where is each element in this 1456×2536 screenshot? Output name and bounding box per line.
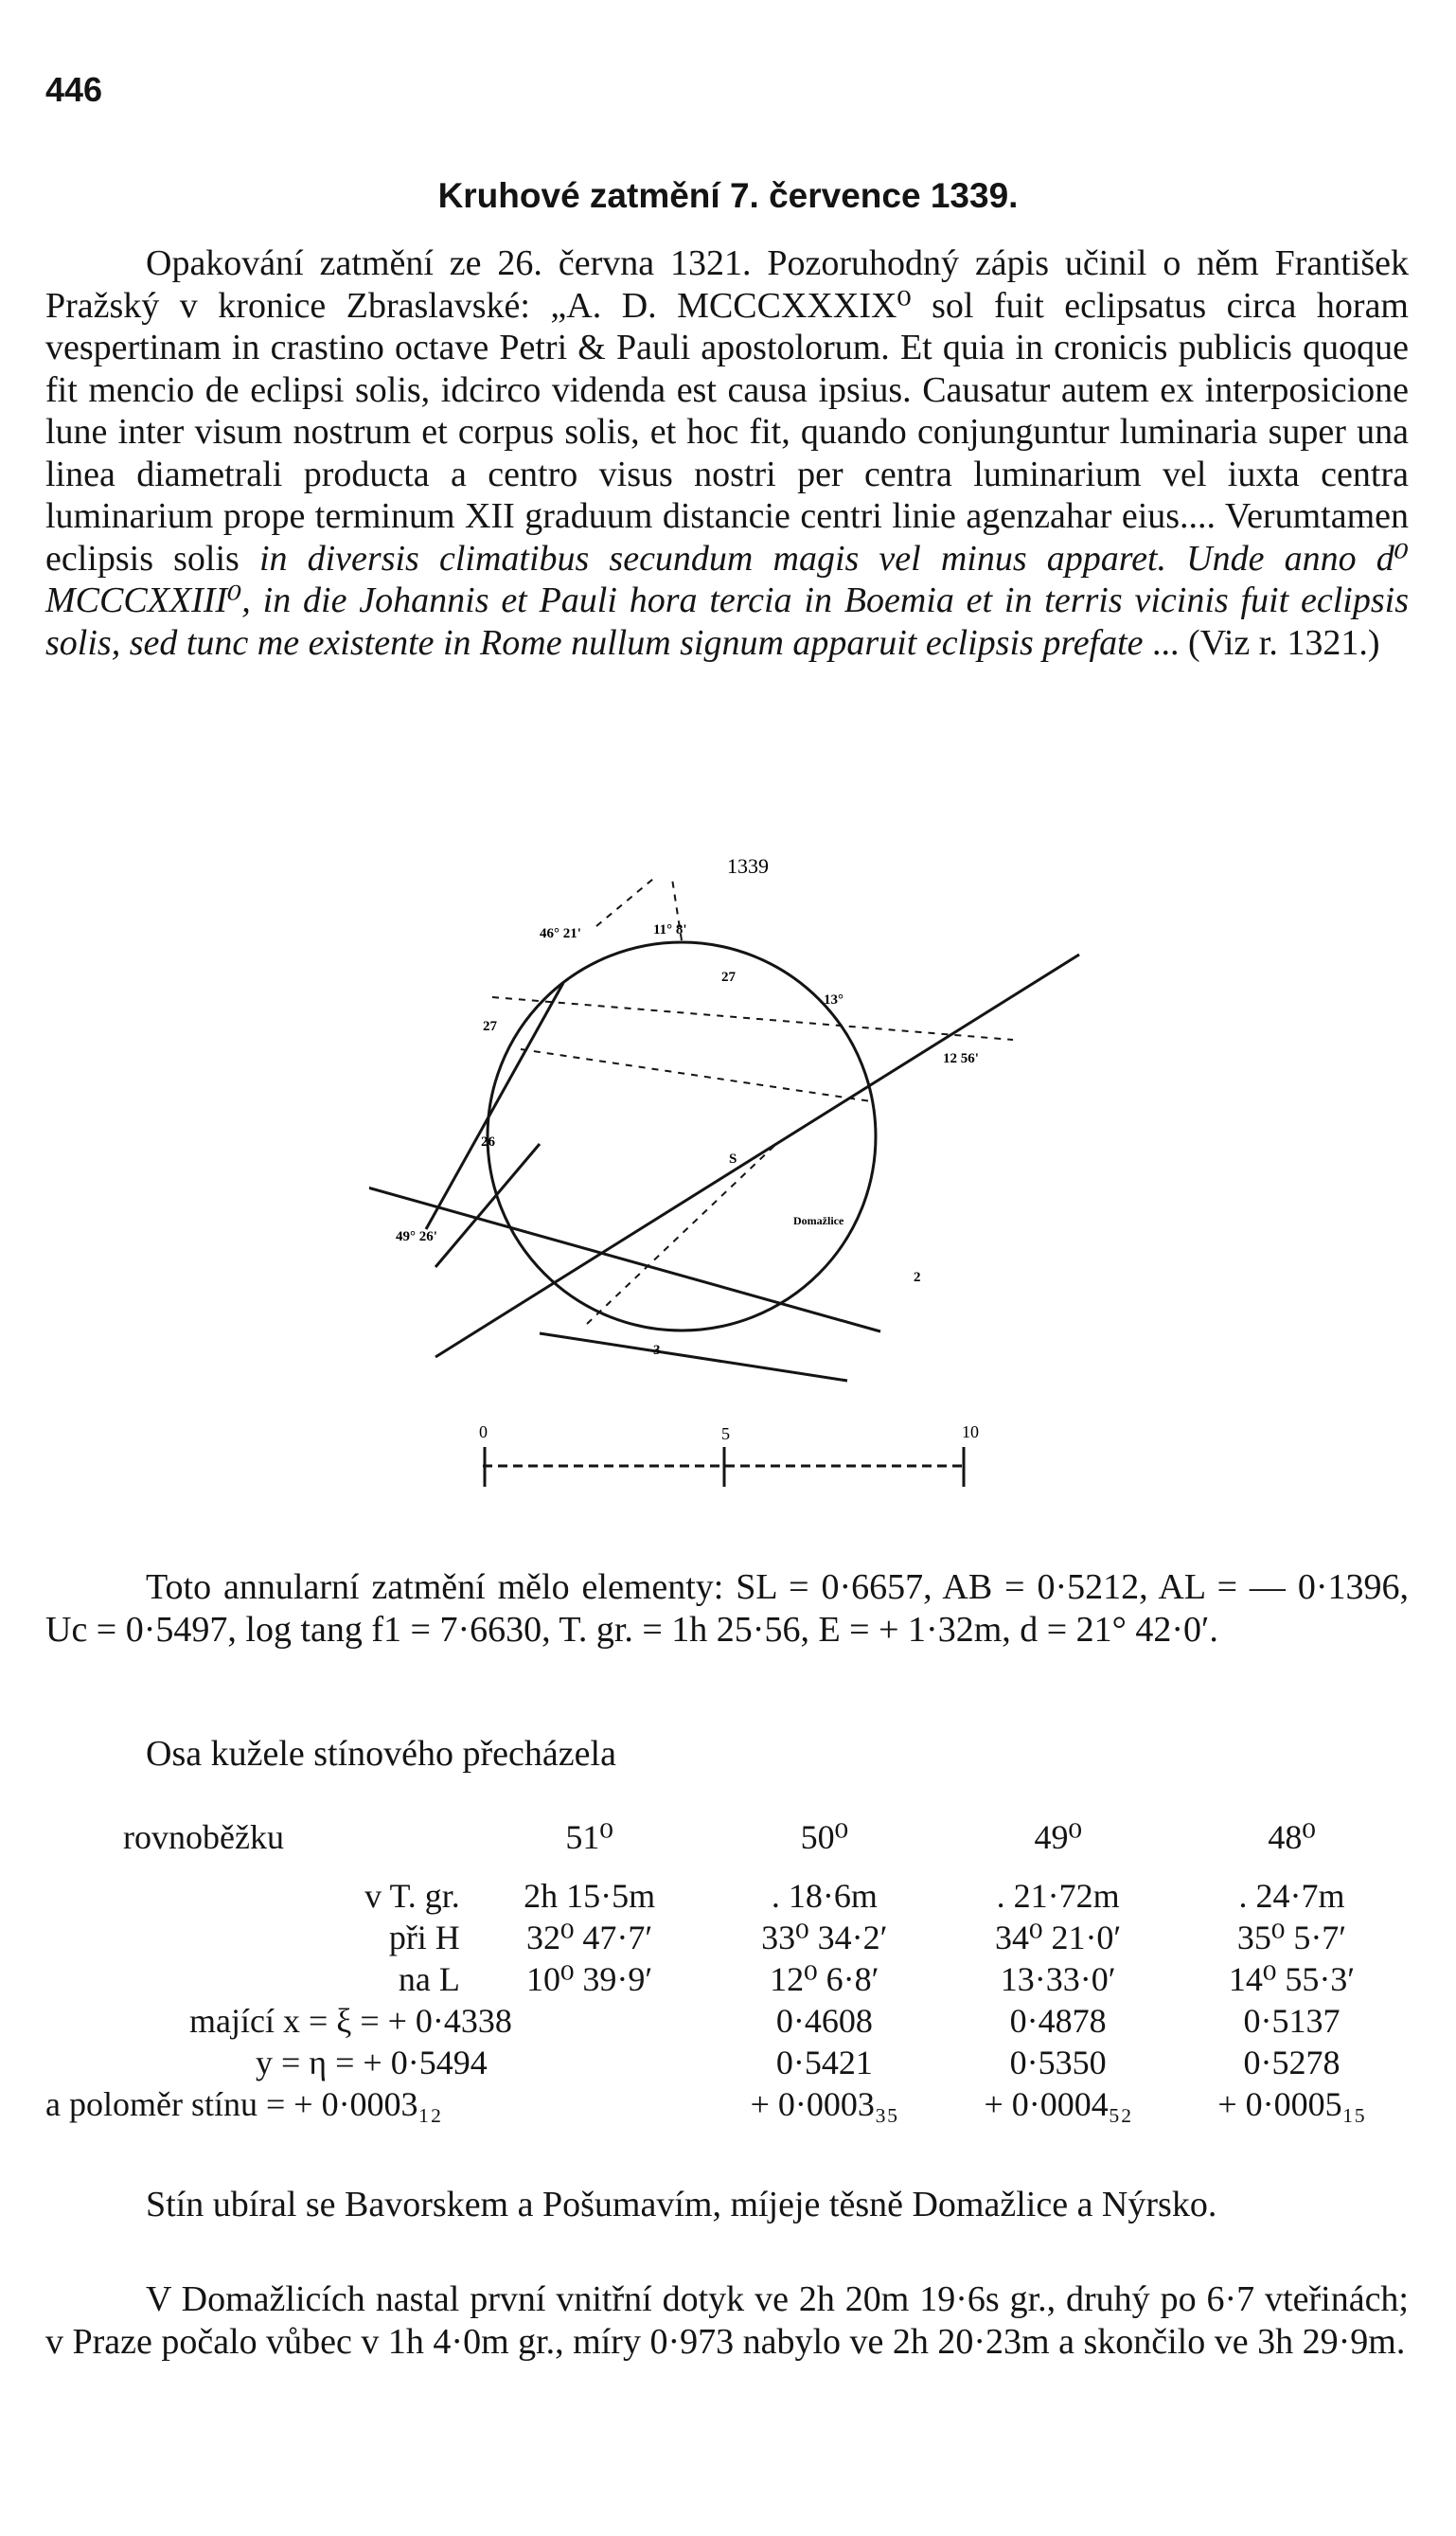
row-label: y = η = + 0·5494 <box>256 2044 488 2081</box>
table-cell: 0·4608 <box>775 2002 873 2040</box>
eclipse-diagram <box>369 850 1108 1513</box>
chronicle-reference: ... (Viz r. 1321.) <box>1143 622 1380 663</box>
scale-label-mid: 5 <box>721 1424 730 1443</box>
header-cell: rovnoběžku <box>123 1818 284 1856</box>
scale-label-end: 10 <box>962 1422 979 1441</box>
table-cell: 34⁰ 21·0′ <box>995 1919 1122 1956</box>
table-row <box>45 1917 1409 1958</box>
label-r1: 13° <box>824 992 843 1008</box>
table-row <box>45 2042 1409 2083</box>
chord-line-1 <box>369 1187 880 1331</box>
scale-label-start: 0 <box>479 1422 488 1441</box>
row-label: v T. gr. <box>364 1877 460 1915</box>
table-cell: . 24·7m <box>1238 1877 1345 1915</box>
table-cell: 13·33·0′ <box>1000 1960 1116 1998</box>
table-cell: 2h 15·5m <box>524 1877 656 1915</box>
table-row <box>45 2083 1409 2125</box>
table-cell: 32⁰ 47·7′ <box>525 1919 653 1956</box>
header-cell: 51⁰ <box>565 1818 613 1856</box>
table-cell: 0·5137 <box>1243 2002 1341 2040</box>
label-l2: 26 <box>481 1134 495 1150</box>
dashed-line-2 <box>521 1049 871 1101</box>
table-cell: 0·5278 <box>1243 2044 1341 2081</box>
label-center: S <box>729 1152 737 1167</box>
page-number: 446 <box>45 70 103 109</box>
table-cell: 14⁰ 55·3′ <box>1228 1960 1356 1998</box>
label-tm: 11° 8' <box>653 922 687 938</box>
chord-line-4 <box>540 1333 847 1381</box>
label-b1: 2 <box>914 1270 921 1285</box>
label-b2: 3 <box>653 1343 661 1358</box>
header-cell: 50⁰ <box>800 1818 849 1856</box>
label-town: Domažlice <box>793 1214 844 1227</box>
table-cell: + 0·0004₅₂ <box>984 2085 1132 2123</box>
header-cell: 49⁰ <box>1034 1818 1082 1856</box>
table-cell: 0·5350 <box>1009 2044 1107 2081</box>
axis-heading: Osa kužele stínového přecházela <box>146 1734 616 1774</box>
section-heading: Kruhové zatmění 7. července 1339. <box>437 176 1019 215</box>
table-cell: 0·5421 <box>775 2044 873 2081</box>
label-l1: 27 <box>483 1019 497 1034</box>
dashed-line-4 <box>596 879 653 926</box>
table-header-row <box>45 1816 1409 1858</box>
chronicle-italic-text: in diversis climatibus secundum magis vel minus apparet. Unde anno d⁰ MCCCXXIII⁰, in die Johannis et Pauli hora tercia in Boemia et in terris vicinis fuit eclipsis solis, sed tunc me existente in Rome nullum signum apparuit eclipsis prefate <box>45 538 1409 663</box>
table-row <box>45 1958 1409 2000</box>
row-label: a poloměr stínu = + 0·0003₁₂ <box>45 2085 442 2123</box>
diagram-caption: 1339 <box>727 854 769 878</box>
table-row <box>45 1875 1409 1917</box>
shadow-axis-table <box>45 1816 1409 2125</box>
chronicle-paragraph <box>45 242 1409 664</box>
table-cell: 10⁰ 39·9′ <box>525 1960 653 1998</box>
row-label: při H <box>388 1919 460 1956</box>
table-cell: + 0·0005₁₅ <box>1217 2085 1366 2123</box>
shadow-route-paragraph: Stín ubíral se Bavorskem a Pošumavím, míjeje těsně Domažlice a Nýrsko. <box>146 2185 1217 2224</box>
row-label: na L <box>398 1960 460 1998</box>
label-left: 49° 26' <box>396 1229 437 1244</box>
table-cell: . 18·6m <box>771 1877 878 1915</box>
contact-times-paragraph: V Domažlicích nastal první vnitřní dotyk ve 2h 20m 19·6s gr., druhý po 6·7 vteřinách; v Praze počalo vůbec v 1h 4·0m gr., míry 0·973 nabylo ve 2h 20·23m a skončilo ve 3h 29·9m. <box>45 2279 1409 2362</box>
table-cell: + 0·0003₃₅ <box>750 2085 899 2123</box>
elements-paragraph: Toto annularní zatmění mělo elementy: SL = 0·6657, AB = 0·5212, AL = — 0·1396, Uc = 0·5497, log tang f1 = 7·6630, T. gr. = 1h 25·56, E = + 1·32m, d = 21° 42·0′. <box>45 1567 1409 1650</box>
table-row <box>45 2000 1409 2042</box>
label-tl: 46° 21' <box>540 926 581 941</box>
table-cell: 0·4878 <box>1009 2002 1107 2040</box>
table-cell: 33⁰ 34·2′ <box>761 1919 888 1956</box>
label-t2: 27 <box>721 970 736 985</box>
sun-disk-circle <box>488 942 876 1331</box>
label-r2: 12 56' <box>943 1051 979 1066</box>
chronicle-text: Opakování zatmění ze 26. června 1321. Pozoruhodný zápis učinil o něm František Pražský v kronice Zbraslavské: „A. D. MCCCXXXIX⁰ sol fuit eclipsatus circa horam vespertinam in crastino octave Petri & Pauli apostolorum. Et quia in cronicis publicis quoque fit mencio de eclipsi solis, idcirco videnda est causa ipsius. Causatur autem ex interposicione lune inter visum nostrum et corpus solis, et hoc fit, quando conjunguntur luminaria super una linea diametrali producta a centro visus nostri per centra luminarium vel iuxta centra luminarium prope terminum XII graduum distancie centri linie agenzahar eius.... Verumtamen eclipsis solis <box>45 243 1409 579</box>
row-label: mající x = ξ = + 0·4338 <box>189 2002 512 2040</box>
table-cell: 35⁰ 5·7′ <box>1236 1919 1347 1956</box>
dashed-line-1 <box>492 997 1013 1040</box>
table-cell: . 21·72m <box>996 1877 1120 1915</box>
header-cell: 48⁰ <box>1268 1818 1316 1856</box>
table-cell: 12⁰ 6·8′ <box>770 1960 879 1998</box>
dashed-line-3 <box>587 1144 776 1324</box>
